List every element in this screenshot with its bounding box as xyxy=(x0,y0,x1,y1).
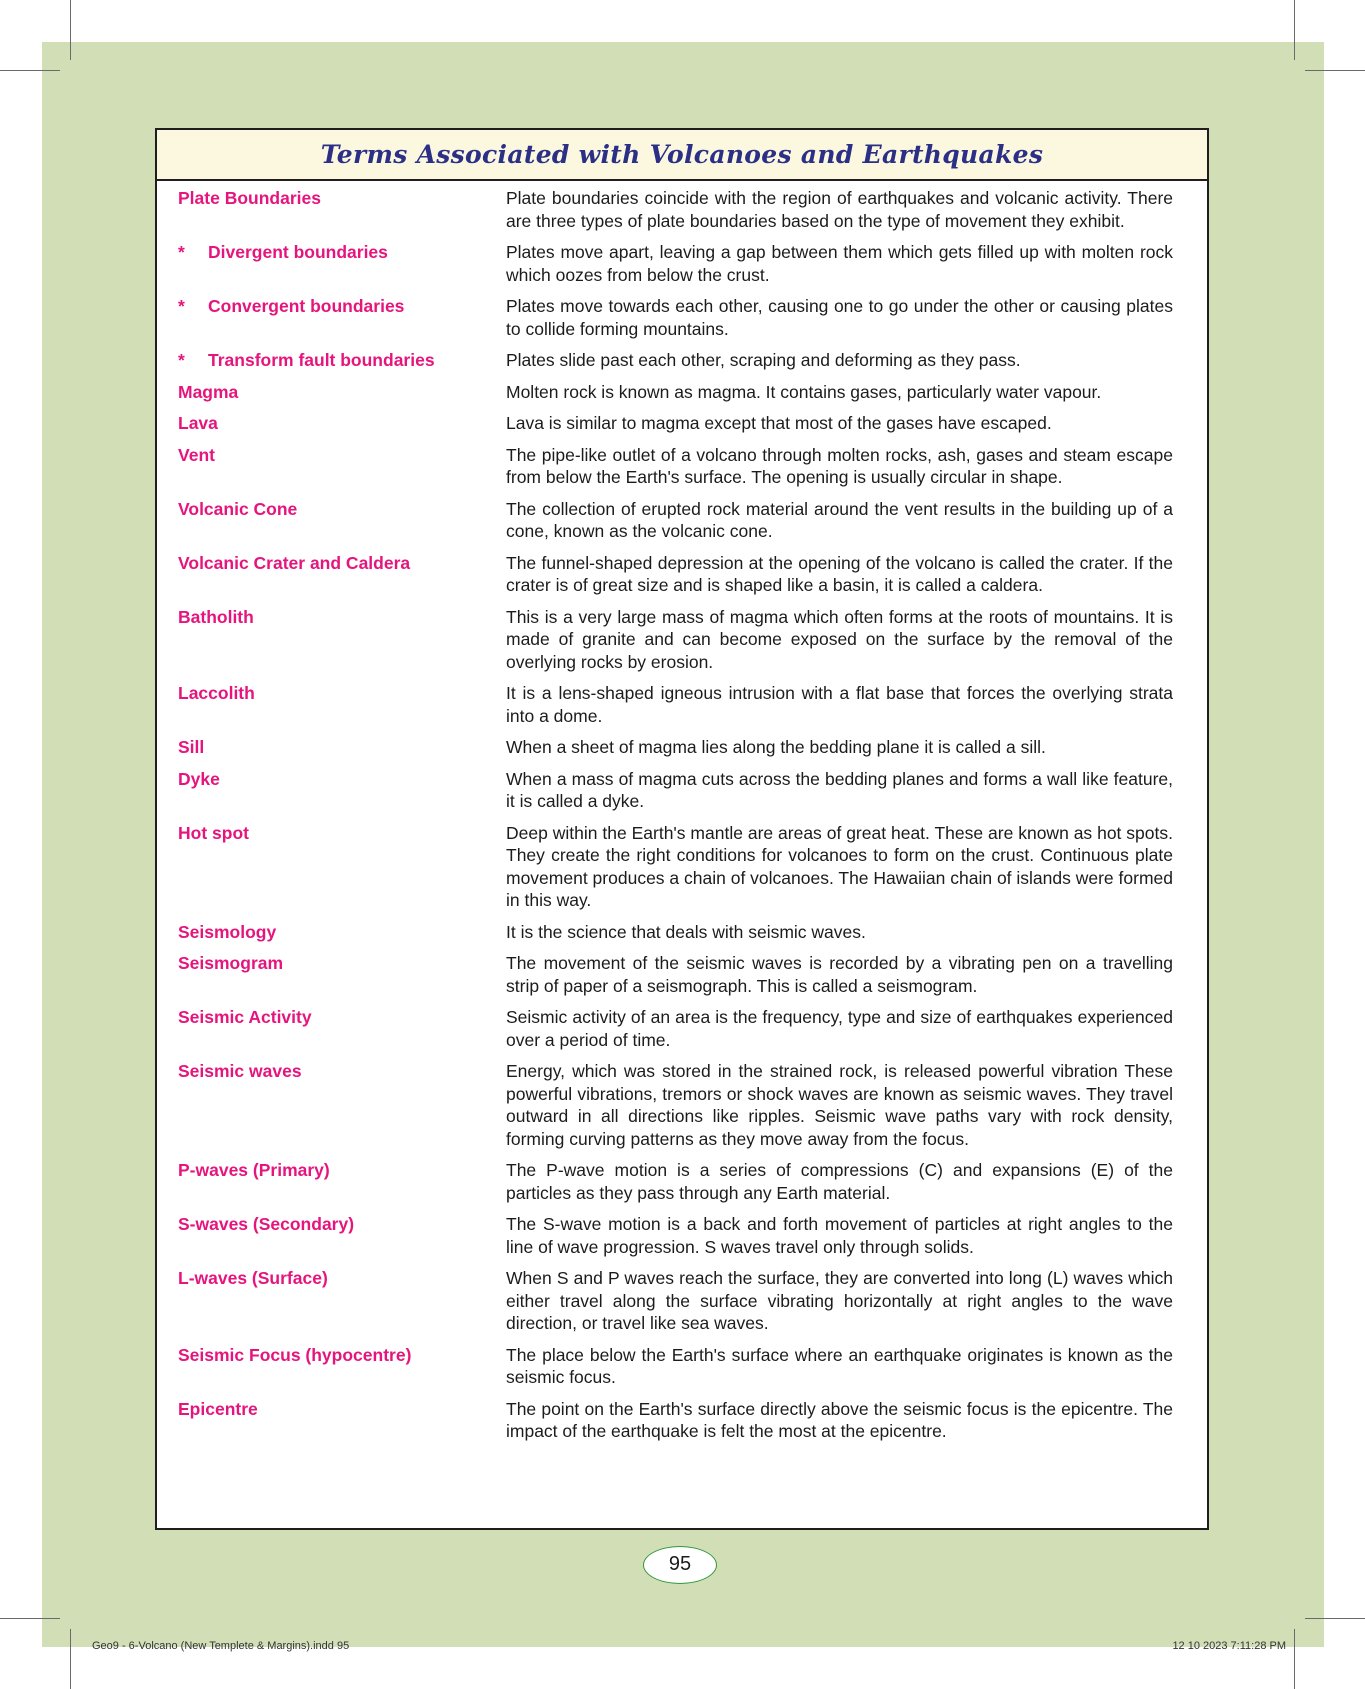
glossary-row xyxy=(157,1159,1207,1204)
term-label xyxy=(157,1344,506,1389)
bullet-marker: * xyxy=(178,296,185,316)
term-label xyxy=(157,952,506,997)
term-definition: Energy, which was stored in the strained rock, is released powerful vibration These powerful vibrations, tremors or shock waves are known as seismic waves. They travel outward in all directions like ripples. Seismic wave paths vary with rock density, forming curving patterns as they move away from the focus. xyxy=(506,1061,1173,1149)
term-label xyxy=(157,822,506,912)
page-number: 95 xyxy=(643,1546,717,1584)
crop-mark xyxy=(70,1629,71,1689)
term-text: P-waves (Primary) xyxy=(178,1160,330,1180)
term-definition: It is the science that deals with seismic waves. xyxy=(506,921,866,942)
glossary-row xyxy=(157,187,1207,232)
bullet-marker: * xyxy=(178,242,185,262)
glossary-row xyxy=(157,952,1207,997)
term-definition: Plates move apart, leaving a gap between them which gets filled up with molten rock which oozes from below the crust. xyxy=(506,242,1173,285)
term-text: Seismic waves xyxy=(178,1061,302,1081)
term-label xyxy=(157,1213,506,1258)
glossary-rows xyxy=(157,181,1207,1443)
term-definition: The place below the Earth's surface where an earthquake originates is known as the seismic focus. xyxy=(506,1344,1173,1387)
glossary-row xyxy=(157,241,1207,286)
term-text: L-waves (Surface) xyxy=(178,1268,328,1288)
term-definition: Plates move towards each other, causing one to go under the other or causing plates to collide forming mountains. xyxy=(506,296,1173,339)
term-definition: The collection of erupted rock material around the vent results in the building up of a cone, known as the volcanic cone. xyxy=(506,498,1173,541)
term-text: S-waves (Secondary) xyxy=(178,1214,355,1234)
term-definition: Lava is similar to magma except that most of the gases have escaped. xyxy=(506,413,1052,433)
terms-glossary-box xyxy=(155,128,1209,1530)
glossary-row xyxy=(157,295,1207,340)
term-definition: The P-wave motion is a series of compressions (C) and expansions (E) of the particles as they pass through any Earth material. xyxy=(506,1160,1173,1203)
term-label xyxy=(157,349,506,372)
crop-mark xyxy=(70,0,71,60)
bullet-marker: * xyxy=(178,350,185,370)
glossary-row xyxy=(157,921,1207,944)
term-text: Seismogram xyxy=(178,953,284,973)
glossary-row xyxy=(157,349,1207,372)
term-text: Dyke xyxy=(178,768,220,789)
term-text: Seismic Focus (hypocentre) xyxy=(178,1344,412,1365)
glossary-row xyxy=(157,768,1207,813)
term-text: Convergent boundaries xyxy=(208,296,405,316)
term-definition: It is a lens-shaped igneous intrusion with a flat base that forces the overlying strata into a dome. xyxy=(506,683,1173,726)
term-label xyxy=(157,1267,506,1335)
term-label xyxy=(157,682,506,727)
crop-mark xyxy=(1294,0,1295,60)
glossary-row xyxy=(157,822,1207,912)
glossary-row xyxy=(157,1060,1207,1150)
crop-mark xyxy=(0,1618,60,1619)
term-text: Sill xyxy=(178,737,205,757)
term-label xyxy=(157,768,506,813)
term-label xyxy=(157,187,506,232)
term-text: Volcanic Crater and Caldera xyxy=(178,552,411,573)
term-text: Batholith xyxy=(178,606,254,627)
term-definition: Molten rock is known as magma. It contains gases, particularly water vapour. xyxy=(506,381,1102,402)
term-label xyxy=(157,444,506,489)
term-label xyxy=(157,498,506,543)
glossary-row xyxy=(157,606,1207,674)
term-label xyxy=(157,552,506,597)
term-text: Seismic Activity xyxy=(178,1007,312,1027)
glossary-row xyxy=(157,381,1207,404)
glossary-row xyxy=(157,1006,1207,1051)
term-text: Seismology xyxy=(178,921,277,942)
term-label xyxy=(157,1398,506,1443)
term-definition: The funnel-shaped depression at the opening of the volcano is called the crater. If the crater is of great size and is shaped like a basin, it is called a caldera. xyxy=(506,552,1173,595)
crop-mark xyxy=(1305,70,1365,71)
term-definition: Plates slide past each other, scraping and deforming as they pass. xyxy=(506,350,1021,370)
crop-mark xyxy=(1294,1629,1295,1689)
term-text: Divergent boundaries xyxy=(208,242,388,262)
term-label xyxy=(157,295,506,340)
term-text: Plate Boundaries xyxy=(178,188,321,208)
term-text: Transform fault boundaries xyxy=(208,350,435,370)
glossary-row xyxy=(157,498,1207,543)
term-label xyxy=(157,1060,506,1150)
glossary-row xyxy=(157,736,1207,759)
term-text: Vent xyxy=(178,444,215,465)
footer-timestamp: 12 10 2023 7:11:28 PM xyxy=(1172,1640,1286,1652)
term-label xyxy=(157,1159,506,1204)
term-definition: When S and P waves reach the surface, they are converted into long (L) waves which either travel along the surface vibrating horizontally at right angles to the wave direction, or travel like sea waves. xyxy=(506,1268,1173,1333)
glossary-row xyxy=(157,412,1207,435)
term-text: Volcanic Cone xyxy=(178,498,298,519)
term-label xyxy=(157,736,506,759)
term-definition: Deep within the Earth's mantle are areas of great heat. These are known as hot spots. They create the right conditions for volcanoes to form on the crust. Continuous plate movement produces a chain of volcanoes. The Hawaiian chain of islands were formed in this way. xyxy=(506,822,1173,910)
glossary-row xyxy=(157,682,1207,727)
footer-file-slug: Geo9 - 6-Volcano (New Templete & Margins).indd 95 xyxy=(92,1640,350,1652)
term-text: Hot spot xyxy=(178,822,249,843)
term-definition: The movement of the seismic waves is recorded by a vibrating pen on a travelling strip of paper of a seismograph. This is called a seismogram. xyxy=(506,953,1173,996)
term-definition: The S-wave motion is a back and forth movement of particles at right angles to the line of wave progression. S waves travel only through solids. xyxy=(506,1214,1173,1257)
term-definition: This is a very large mass of magma which often forms at the roots of mountains. It is made of granite and can become exposed on the surface by the removal of the overlying rocks by erosion. xyxy=(506,606,1173,672)
term-label xyxy=(157,412,506,435)
glossary-row xyxy=(157,1267,1207,1335)
term-text: Epicentre xyxy=(178,1398,258,1419)
term-label xyxy=(157,606,506,674)
term-text: Magma xyxy=(178,381,239,402)
glossary-row xyxy=(157,444,1207,489)
term-label xyxy=(157,921,506,944)
crop-mark xyxy=(1305,1618,1365,1619)
glossary-row xyxy=(157,1344,1207,1389)
crop-mark xyxy=(0,70,60,71)
glossary-row xyxy=(157,1213,1207,1258)
term-definition: Seismic activity of an area is the frequency, type and size of earthquakes experienced over a period of time. xyxy=(506,1007,1173,1050)
term-definition: When a mass of magma cuts across the bedding planes and forms a wall like feature, it is called a dyke. xyxy=(506,768,1173,811)
term-label xyxy=(157,1006,506,1051)
term-definition: Plate boundaries coincide with the region of earthquakes and volcanic activity. There are three types of plate boundaries based on the type of movement they exhibit. xyxy=(506,188,1173,231)
term-text: Laccolith xyxy=(178,683,255,703)
term-definition: The pipe-like outlet of a volcano through molten rocks, ash, gases and steam escape from below the Earth's surface. The opening is usually circular in shape. xyxy=(506,444,1173,487)
term-label xyxy=(157,241,506,286)
term-definition: When a sheet of magma lies along the bedding plane it is called a sill. xyxy=(506,737,1046,757)
term-label xyxy=(157,381,506,404)
glossary-title: Terms Associated with Volcanoes and Earthquakes xyxy=(157,130,1207,181)
term-definition: The point on the Earth's surface directly above the seismic focus is the epicentre. The impact of the earthquake is felt the most at the epicentre. xyxy=(506,1398,1173,1441)
glossary-row xyxy=(157,1398,1207,1443)
term-text: Lava xyxy=(178,413,218,433)
glossary-row xyxy=(157,552,1207,597)
